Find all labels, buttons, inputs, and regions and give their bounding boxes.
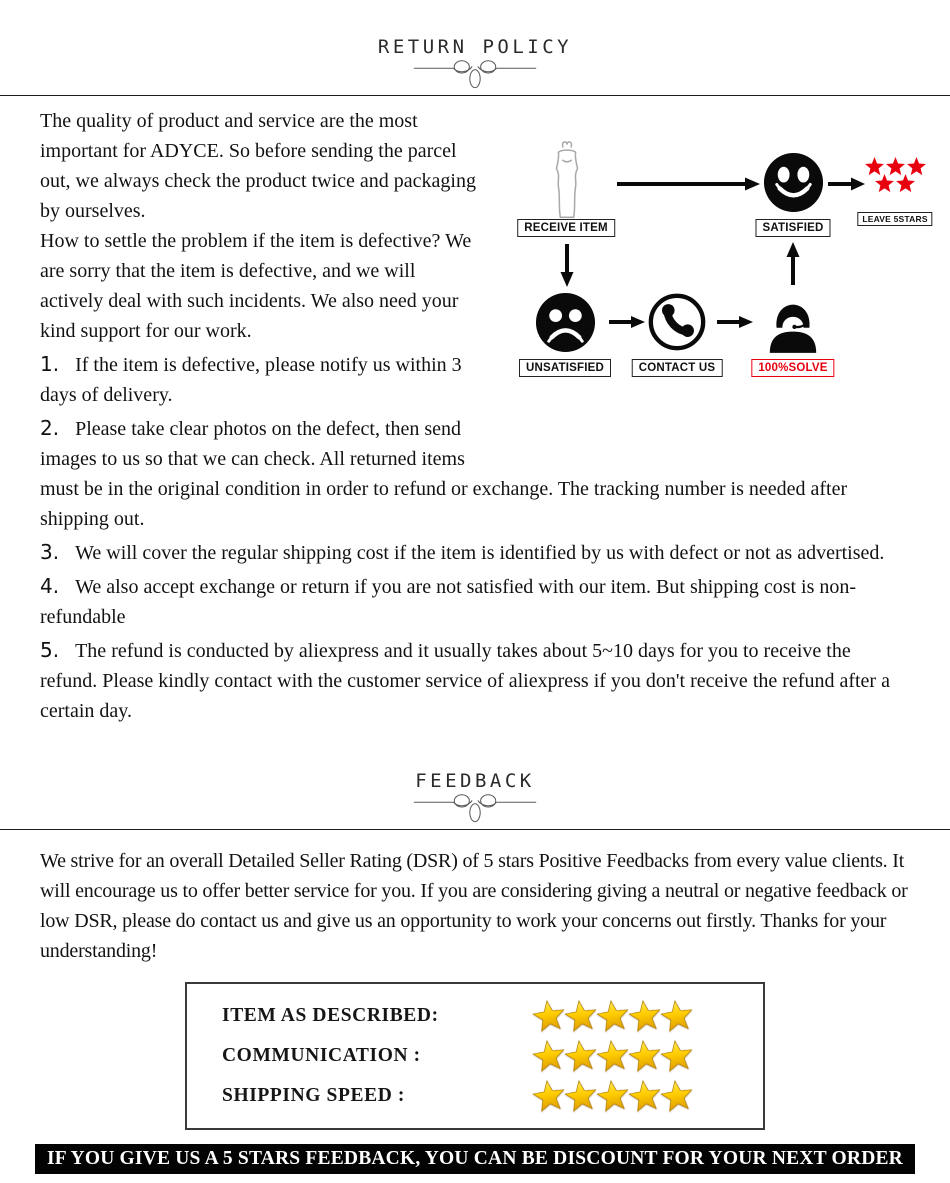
return-policy-title: RETURN POLICY [377,36,573,58]
policy-item-3 [40,537,910,568]
item-number: 1. [40,352,60,376]
solve-label: 100%SOLVE [751,359,834,377]
item-text: We will cover the regular shipping cost if the item is identified by us with defect or not as advertised. [75,542,885,564]
feedback-title: FEEDBACK [415,770,535,792]
intro-paragraph-2: How to settle the problem if the item is defective? We are sorry that the item is defective, and we will actively deal with such incidents. We also need your kind support for our work. [40,230,472,342]
item-text: The refund is conducted by aliexpress and it usually takes about 5~10 days for you to receive the refund. Please kindly contact with the customer service of aliexpress if you don't receive the refund after a certain day. [40,640,890,722]
policy-item-5 [40,635,910,726]
item-number: 5. [40,638,60,662]
satisfied-label: SATISFIED [755,219,830,237]
rating-row-communication [222,1036,763,1076]
flourish-ornament-icon [410,791,540,823]
contact-us-label: CONTACT US [632,359,723,377]
return-policy-section [0,96,950,726]
policy-item-4 [40,571,910,632]
rating-label: COMMUNICATION : [222,1045,421,1066]
receive-item-label: RECEIVE ITEM [517,219,615,237]
discount-banner: IF YOU GIVE US A 5 STARS FEEDBACK, YOU CAN BE DISCOUNT FOR YOUR NEXT ORDER [35,1144,915,1174]
unsatisfied-label: UNSATISFIED [519,359,611,377]
five-gold-stars-icon [532,1039,692,1073]
intro-paragraph-1: The quality of product and service are the most important for ADYCE. So before sending the parcel out, we always check the product twice and packaging by ourselves. [40,110,476,222]
item-number: 3. [40,540,60,564]
item-number: 4. [40,574,60,598]
dsr-ratings-box [185,982,765,1130]
item-text: We also accept exchange or return if you are not satisfied with our item. But shipping cost is non-refundable [40,576,857,628]
item-text: If the item is defective, please notify us within 3 days of delivery. [40,354,462,406]
five-gold-stars-icon [532,999,692,1033]
rating-label: SHIPPING SPEED : [222,1085,405,1106]
five-gold-stars-icon [532,1079,692,1113]
flow-arrows-icon [495,132,910,452]
return-policy-header [0,36,950,89]
flourish-ornament-icon [410,57,540,89]
leave-5stars-label: LEAVE 5STARS [857,212,932,226]
return-flowchart [495,132,928,452]
feedback-paragraph: We strive for an overall Detailed Seller Rating (DSR) of 5 stars Positive Feedbacks from every value clients. It will encourage us to offer better service for you. If you are considering giving a neutral or negative feedback or low DSR, please do contact us and give us an opportunity to work your concerns out firstly. Thanks for your understanding! [40,850,908,962]
feedback-section [0,830,950,1130]
rating-row-shipping-speed [222,1076,763,1116]
item-text: Please take clear photos on the defect, then send images to us so that we can check. All returned items must be in the original condition in order to refund or exchange. The tracking number is needed after shipping out. [40,418,848,530]
rating-label: ITEM AS DESCRIBED: [222,1005,439,1026]
feedback-header [0,770,950,823]
item-number: 2. [40,416,60,440]
rating-row-item-described [222,996,763,1036]
